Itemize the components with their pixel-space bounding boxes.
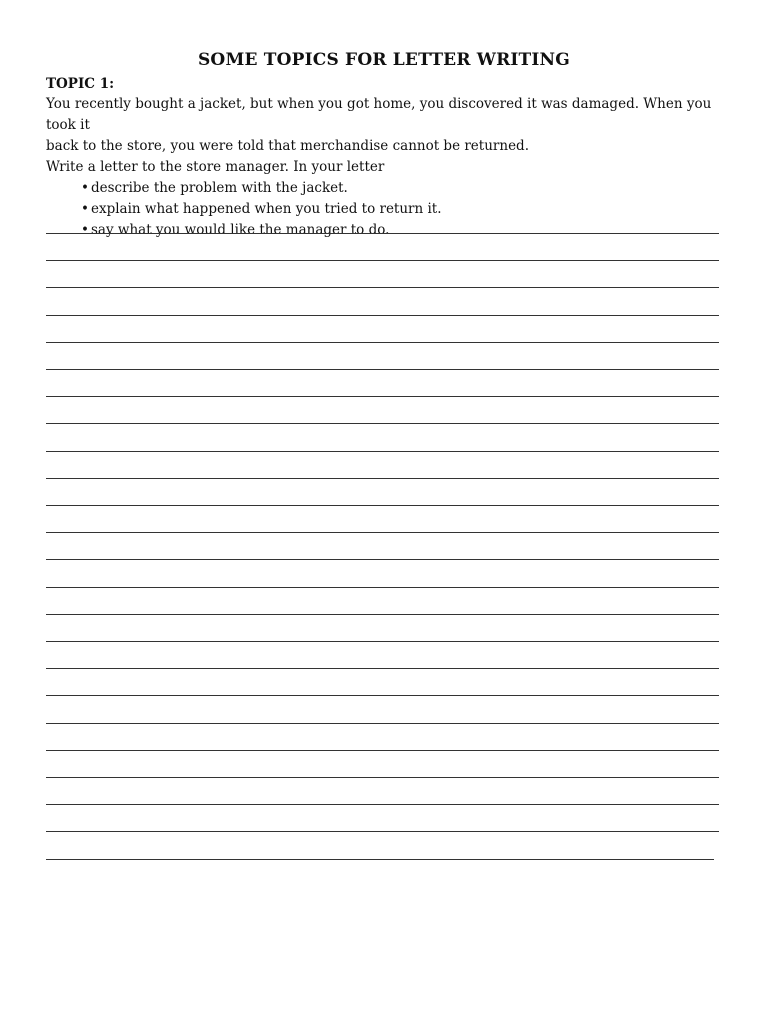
bullet-icon: • <box>81 201 89 217</box>
writing-line[interactable] <box>46 505 719 506</box>
writing-line[interactable] <box>46 723 719 724</box>
writing-line[interactable] <box>46 342 719 343</box>
bullet-text: explain what happened when you tried to return it. <box>91 201 442 217</box>
bullet-item <box>81 199 720 220</box>
writing-line[interactable] <box>46 478 719 479</box>
writing-line[interactable] <box>46 287 719 288</box>
topic-prompt <box>46 94 720 241</box>
bullet-text: say what you would like the manager to do. <box>91 222 390 238</box>
writing-line[interactable] <box>46 777 719 778</box>
topic-heading: TOPIC 1: <box>46 76 115 92</box>
instruction-text: Write a letter to the store manager. In your letter <box>46 159 385 175</box>
page-title: SOME TOPICS FOR LETTER WRITING <box>197 50 571 70</box>
writing-line[interactable] <box>46 260 719 261</box>
writing-line[interactable] <box>46 559 719 560</box>
bullet-icon: • <box>81 222 89 238</box>
writing-line[interactable] <box>46 451 719 452</box>
bullet-icon: • <box>81 180 89 196</box>
bullet-text: describe the problem with the jacket. <box>91 180 348 196</box>
prompt-line-2: back to the store, you were told that merchandise cannot be returned. <box>46 138 529 154</box>
writing-line[interactable] <box>46 859 714 860</box>
writing-line[interactable] <box>46 750 719 751</box>
writing-line[interactable] <box>46 614 719 615</box>
writing-line[interactable] <box>46 695 719 696</box>
writing-line[interactable] <box>46 532 719 533</box>
writing-line[interactable] <box>46 396 719 397</box>
writing-line[interactable] <box>46 587 719 588</box>
writing-line[interactable] <box>46 641 719 642</box>
instruction-bullets <box>46 178 720 241</box>
writing-line[interactable] <box>46 233 719 234</box>
writing-line[interactable] <box>46 369 719 370</box>
writing-line[interactable] <box>46 315 719 316</box>
writing-line[interactable] <box>46 423 719 424</box>
writing-line[interactable] <box>46 831 719 832</box>
writing-line[interactable] <box>46 804 719 805</box>
prompt-line-1: You recently bought a jacket, but when you got home, you discovered it was damaged. When you took it <box>46 96 712 133</box>
writing-line[interactable] <box>46 668 719 669</box>
bullet-item <box>81 220 720 241</box>
bullet-item <box>81 178 720 199</box>
